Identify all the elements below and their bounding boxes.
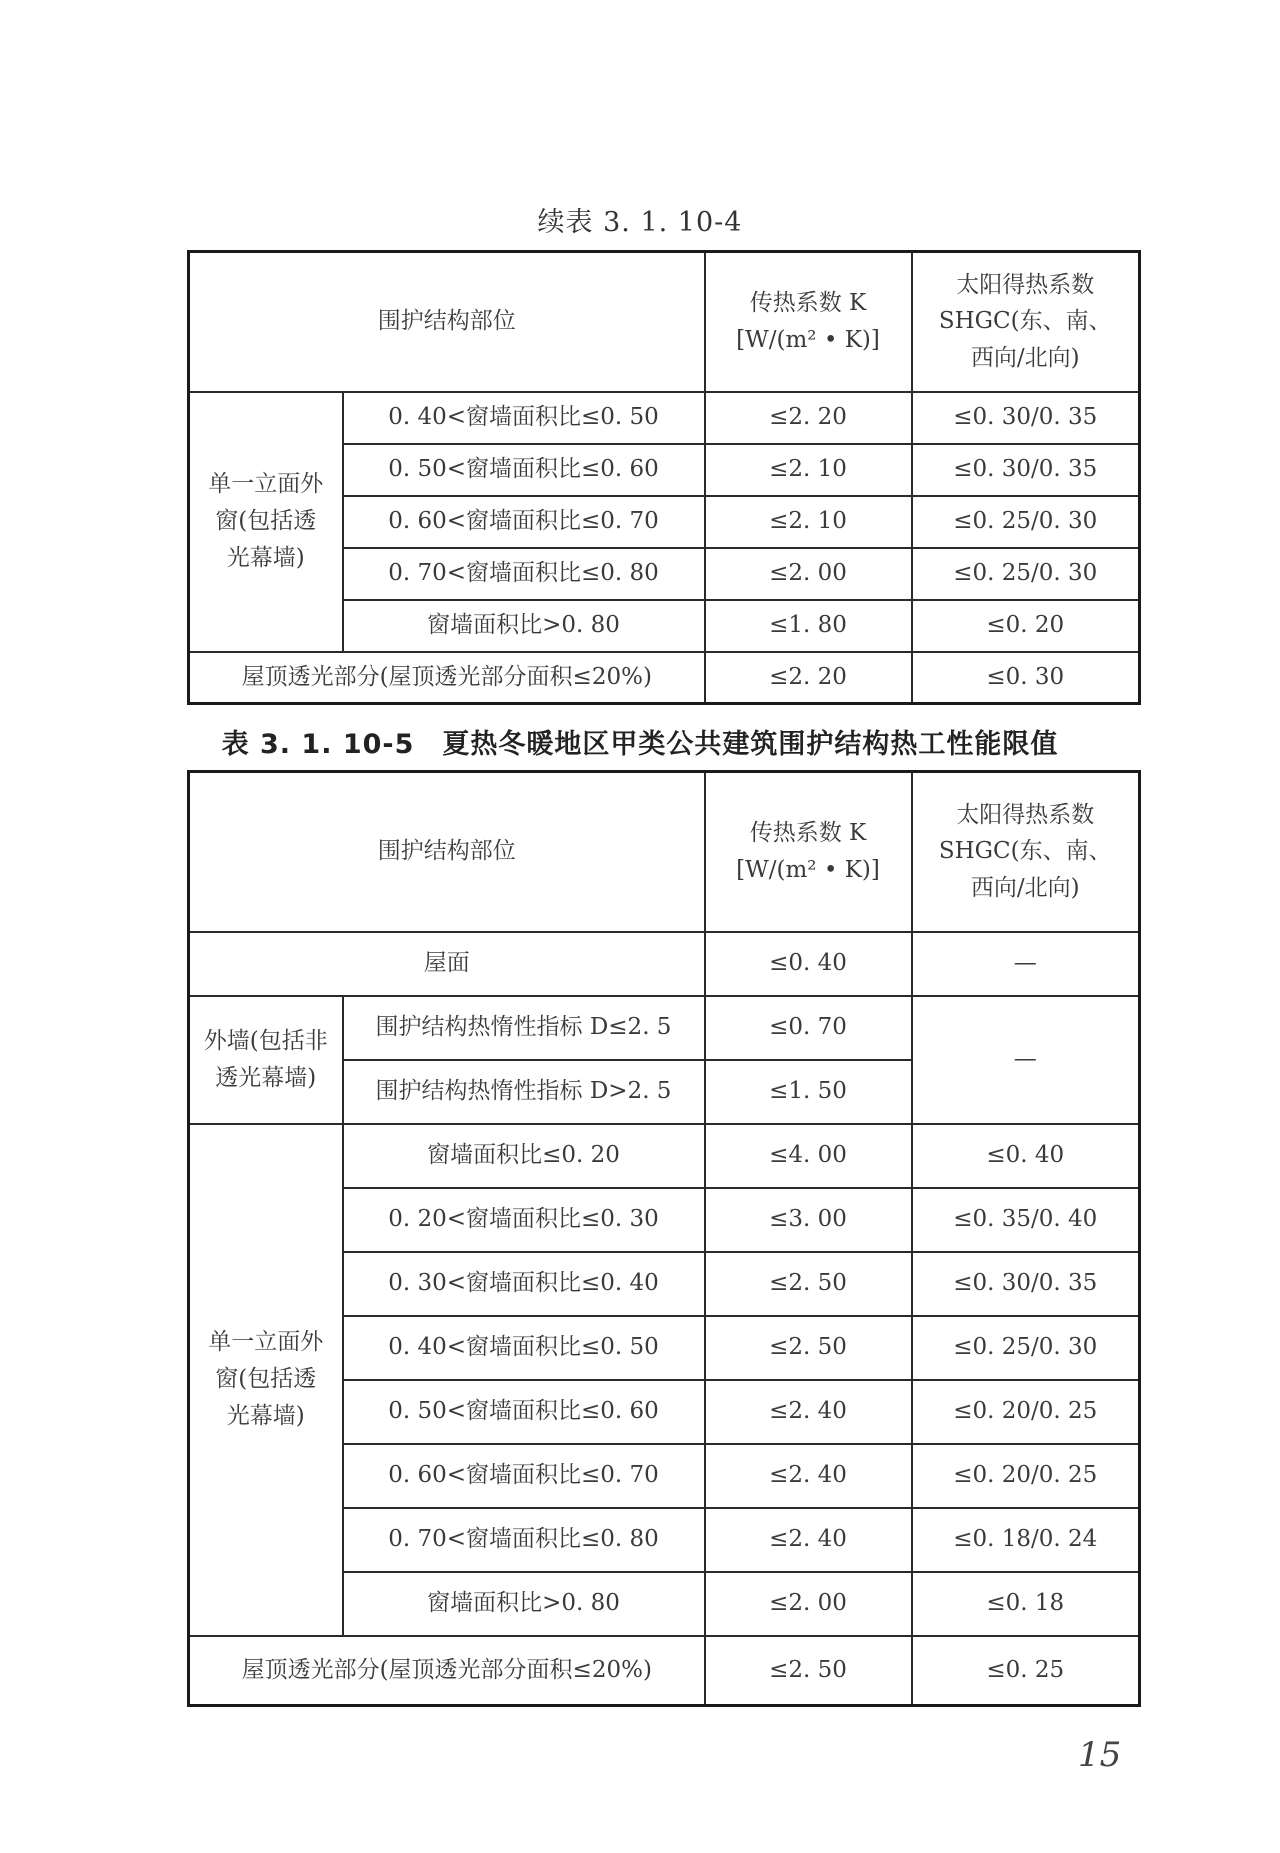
thermal-limits-table-continued: [187, 250, 1141, 705]
row-label: 0. 40<窗墙面积比≤0. 50: [343, 1316, 705, 1380]
row-shgc: ≤0. 30/0. 35: [912, 392, 1140, 444]
header-k: [705, 772, 912, 932]
row-label: 屋顶透光部分(屋顶透光部分面积≤20%): [189, 652, 705, 704]
group-line: 窗(包括透: [215, 1366, 317, 1393]
row-label: 0. 60<窗墙面积比≤0. 70: [343, 1444, 705, 1508]
row-k: ≤4. 00: [705, 1124, 912, 1188]
row-k: ≤1. 50: [705, 1060, 912, 1124]
header-shgc: [912, 772, 1140, 932]
header-shgc-line3: 西向/北向): [970, 875, 1080, 902]
row-shgc: ≤0. 20/0. 25: [912, 1380, 1140, 1444]
row-k: ≤2. 00: [705, 1572, 912, 1636]
group-line: 光幕墙): [226, 544, 305, 571]
group-line: 透光幕墙): [215, 1064, 317, 1091]
table-row-roof-skylight: [189, 1636, 1140, 1706]
row-k: ≤1. 80: [705, 600, 912, 652]
table-row-roof: [189, 932, 1140, 996]
row-shgc: ≤0. 30: [912, 652, 1140, 704]
header-shgc: [912, 252, 1140, 392]
header-part: 围护结构部位: [189, 252, 705, 392]
row-k: ≤2. 20: [705, 652, 912, 704]
row-label: 围护结构热惰性指标 D>2. 5: [343, 1060, 705, 1124]
row-label: 围护结构热惰性指标 D≤2. 5: [343, 996, 705, 1060]
row-label: 屋面: [189, 932, 705, 996]
row-k: ≤2. 50: [705, 1252, 912, 1316]
wall-shgc: —: [912, 996, 1140, 1124]
window-group-label: [189, 392, 343, 652]
table-header-row: [189, 252, 1140, 392]
row-label: 窗墙面积比>0. 80: [343, 1572, 705, 1636]
header-shgc-line2: SHGC(东、南、: [938, 308, 1112, 335]
row-label: 0. 70<窗墙面积比≤0. 80: [343, 548, 705, 600]
row-label: 0. 30<窗墙面积比≤0. 40: [343, 1252, 705, 1316]
header-part: 围护结构部位: [189, 772, 705, 932]
header-shgc-line2: SHGC(东、南、: [938, 838, 1112, 865]
table-caption-continued: 续表 3. 1. 10-4: [537, 207, 743, 238]
row-k: ≤2. 40: [705, 1508, 912, 1572]
table-header-row: [189, 772, 1140, 932]
row-label: 窗墙面积比>0. 80: [343, 600, 705, 652]
row-shgc: —: [912, 932, 1140, 996]
header-k: [705, 252, 912, 392]
group-line: 光幕墙): [226, 1402, 305, 1429]
header-shgc-line3: 西向/北向): [970, 345, 1080, 372]
row-k: ≤2. 50: [705, 1636, 912, 1706]
row-k: ≤2. 10: [705, 496, 912, 548]
row-label: 0. 70<窗墙面积比≤0. 80: [343, 1508, 705, 1572]
row-label: 0. 60<窗墙面积比≤0. 70: [343, 496, 705, 548]
row-label: 窗墙面积比≤0. 20: [343, 1124, 705, 1188]
table-caption: 表 3. 1. 10-5 夏热冬暖地区甲类公共建筑围护结构热工性能限值: [221, 729, 1059, 760]
row-k: ≤2. 50: [705, 1316, 912, 1380]
table-row: [189, 392, 1140, 444]
table-row: [189, 996, 1140, 1060]
row-label: 0. 50<窗墙面积比≤0. 60: [343, 444, 705, 496]
group-line: 单一立面外: [208, 471, 324, 498]
row-shgc: ≤0. 25/0. 30: [912, 548, 1140, 600]
row-k: ≤2. 00: [705, 548, 912, 600]
header-k-line1: 传热系数 K: [749, 289, 867, 316]
row-k: ≤3. 00: [705, 1188, 912, 1252]
row-shgc: ≤0. 20: [912, 600, 1140, 652]
row-label: 0. 40<窗墙面积比≤0. 50: [343, 392, 705, 444]
group-line: 外墙(包括非: [203, 1027, 328, 1054]
row-shgc: ≤0. 30/0. 35: [912, 444, 1140, 496]
thermal-limits-table: [187, 770, 1141, 1707]
row-shgc: ≤0. 35/0. 40: [912, 1188, 1140, 1252]
row-label: 0. 20<窗墙面积比≤0. 30: [343, 1188, 705, 1252]
row-k: ≤2. 20: [705, 392, 912, 444]
page-number: 15: [1078, 1735, 1122, 1775]
row-shgc: ≤0. 20/0. 25: [912, 1444, 1140, 1508]
group-line: 窗(包括透: [215, 508, 317, 535]
row-shgc: ≤0. 40: [912, 1124, 1140, 1188]
table-row: [189, 1124, 1140, 1188]
row-k: ≤2. 40: [705, 1444, 912, 1508]
row-k: ≤0. 40: [705, 932, 912, 996]
wall-group-label: [189, 996, 343, 1124]
header-k-line1: 传热系数 K: [749, 819, 867, 846]
row-shgc: ≤0. 18/0. 24: [912, 1508, 1140, 1572]
row-k: ≤2. 10: [705, 444, 912, 496]
row-label: 0. 50<窗墙面积比≤0. 60: [343, 1380, 705, 1444]
header-k-line2: [W/(m² • K)]: [736, 326, 880, 353]
row-shgc: ≤0. 25/0. 30: [912, 496, 1140, 548]
row-shgc: ≤0. 25: [912, 1636, 1140, 1706]
row-shgc: ≤0. 30/0. 35: [912, 1252, 1140, 1316]
group-line: 单一立面外: [208, 1329, 324, 1356]
header-shgc-line1: 太阳得热系数: [956, 271, 1095, 298]
table-row-roof-skylight: [189, 652, 1140, 704]
header-shgc-line1: 太阳得热系数: [956, 801, 1095, 828]
window-group-label: [189, 1124, 343, 1636]
header-k-line2: [W/(m² • K)]: [736, 856, 880, 883]
row-shgc: ≤0. 18: [912, 1572, 1140, 1636]
row-label: 屋顶透光部分(屋顶透光部分面积≤20%): [189, 1636, 705, 1706]
row-k: ≤2. 40: [705, 1380, 912, 1444]
row-shgc: ≤0. 25/0. 30: [912, 1316, 1140, 1380]
row-k: ≤0. 70: [705, 996, 912, 1060]
